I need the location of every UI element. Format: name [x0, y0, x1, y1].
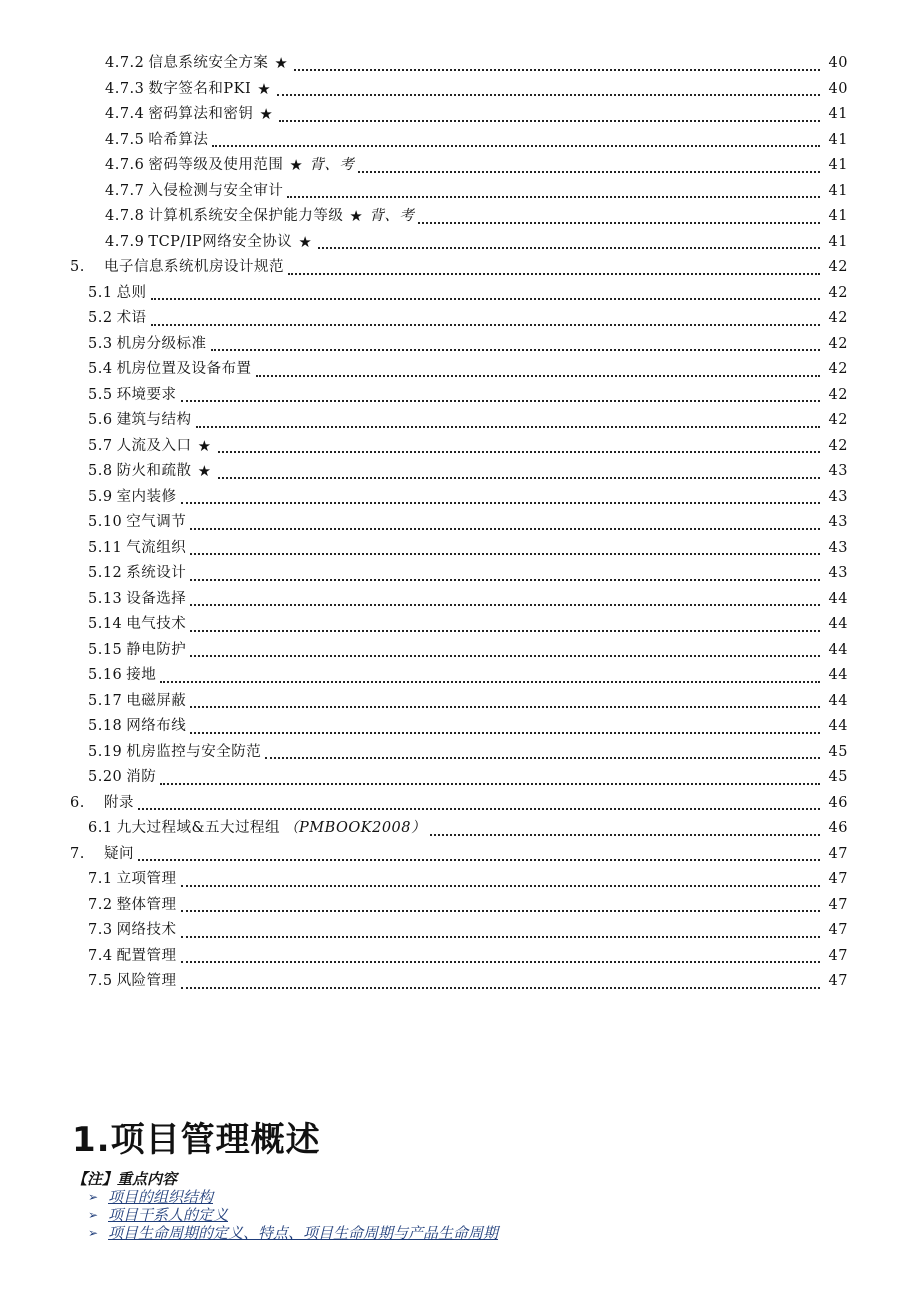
- toc-entry[interactable]: [0, 867, 920, 893]
- dot-leader: [181, 934, 820, 938]
- dot-leader: [190, 730, 820, 734]
- dot-leader: [181, 398, 820, 402]
- toc-entry-tag: 背、考: [365, 204, 414, 230]
- dot-leader: [288, 271, 820, 275]
- toc-entry-page: 42: [828, 310, 848, 326]
- toc-entry-title: 电气技术: [126, 612, 186, 638]
- dot-leader: [181, 985, 820, 989]
- dot-leader: [211, 347, 820, 351]
- dot-leader: [181, 959, 820, 963]
- toc-entry-title: 入侵检测与安全审计: [148, 179, 283, 205]
- dot-leader: [265, 755, 820, 759]
- bullet-link[interactable]: 项目干系人的定义: [108, 1206, 229, 1224]
- toc-entry-page: 47: [828, 871, 848, 887]
- toc-entry[interactable]: [0, 306, 920, 332]
- toc-entry[interactable]: [0, 408, 920, 434]
- arrow-bullet-icon: ➢: [88, 1190, 99, 1204]
- bullet-link[interactable]: 项目的组织结构: [108, 1188, 214, 1206]
- toc-entry-number: 5.14: [88, 612, 126, 638]
- toc-entry-number: 4.7.2: [105, 51, 148, 77]
- toc-entry-number: 7.1: [88, 867, 117, 893]
- dot-leader: [256, 373, 820, 377]
- toc-entry-page: 44: [828, 692, 848, 709]
- toc-entry-title: 网络布线: [126, 714, 186, 740]
- toc-entry[interactable]: [0, 612, 920, 638]
- dot-leader: [318, 245, 820, 249]
- dot-leader: [418, 220, 820, 224]
- toc-entry-number: 7.: [70, 842, 104, 868]
- toc-entry-number: 5.7: [88, 434, 117, 460]
- toc-entry-title: 建筑与结构: [117, 408, 192, 434]
- dot-leader: [190, 551, 820, 555]
- toc-entry-title: 人流及入口: [117, 434, 192, 460]
- dot-leader: [279, 118, 820, 122]
- dot-leader: [190, 704, 820, 708]
- toc-entry[interactable]: [0, 944, 920, 970]
- toc-entry-title: 术语: [117, 306, 147, 332]
- toc-entry[interactable]: [0, 383, 920, 409]
- key-content-list: [88, 1188, 498, 1242]
- dot-leader: [358, 169, 820, 173]
- dot-leader: [160, 679, 820, 683]
- toc-entry-title: 总则: [117, 281, 147, 307]
- toc-entry[interactable]: [0, 536, 920, 562]
- dot-leader: [181, 883, 820, 887]
- dot-leader: [190, 526, 820, 530]
- toc-entry-number: 5.8: [88, 459, 117, 485]
- toc-entry-page: 44: [828, 616, 848, 632]
- toc-entry-number: 5.13: [88, 587, 126, 613]
- toc-entry-page: 41: [828, 208, 848, 224]
- toc-entry-page: 47: [828, 845, 848, 862]
- toc-entry-title: 附录: [104, 791, 134, 817]
- toc-entry-page: 41: [828, 131, 848, 148]
- toc-entry-title: TCP/IP网络安全协议: [148, 230, 292, 256]
- dot-leader: [181, 500, 820, 504]
- toc-entry[interactable]: [0, 791, 920, 817]
- toc-entry-title: 空气调节: [126, 510, 186, 536]
- toc-entry[interactable]: [0, 842, 920, 868]
- star-icon: ★: [268, 51, 290, 77]
- toc-entry-title: 数字签名和PKI: [148, 77, 251, 103]
- list-item: [88, 1188, 498, 1206]
- toc-entry[interactable]: [0, 153, 920, 179]
- toc-entry-title: 网络技术: [117, 918, 177, 944]
- toc-entry-number: 4.7.3: [105, 77, 148, 103]
- dot-leader: [138, 857, 820, 861]
- toc-entry-page: 41: [828, 182, 848, 199]
- toc-entry-number: 7.2: [88, 893, 117, 919]
- dot-leader: [218, 475, 820, 479]
- toc-entry-number: 6.1: [88, 816, 117, 842]
- toc-entry-page: 45: [828, 769, 848, 785]
- dot-leader: [218, 449, 820, 453]
- toc-entry-tag: 背、考: [305, 153, 354, 179]
- toc-entry-title: 整体管理: [117, 893, 177, 919]
- toc-entry-number: 4.7.6: [105, 153, 148, 179]
- toc-entry[interactable]: [0, 255, 920, 281]
- toc-entry-title: 密码算法和密钥: [148, 102, 253, 128]
- toc-entry-title: 计算机系统安全保护能力等级: [148, 204, 343, 230]
- toc-entry[interactable]: [0, 204, 920, 230]
- toc-entry[interactable]: [0, 638, 920, 664]
- toc-entry-page: 46: [828, 794, 848, 811]
- toc-entry[interactable]: [0, 561, 920, 587]
- toc-entry[interactable]: [0, 434, 920, 460]
- toc-entry-number: 4.7.7: [105, 179, 148, 205]
- toc-entry[interactable]: [0, 689, 920, 715]
- toc-entry[interactable]: [0, 587, 920, 613]
- toc-entry[interactable]: [0, 230, 920, 256]
- bullet-link[interactable]: 项目生命周期的定义、特点、项目生命周期与产品生命周期: [108, 1224, 499, 1242]
- toc-entry-number: 5.6: [88, 408, 117, 434]
- star-icon: ★: [283, 153, 305, 179]
- toc-entry-page: 44: [828, 667, 848, 683]
- toc-entry[interactable]: [0, 77, 920, 103]
- toc-entry-title: 接地: [126, 663, 156, 689]
- toc-entry-title: 机房分级标准: [117, 332, 207, 358]
- toc-entry[interactable]: [0, 510, 920, 536]
- toc-entry[interactable]: [0, 663, 920, 689]
- toc-entry-number: 5.5: [88, 383, 117, 409]
- dot-leader: [190, 653, 820, 657]
- toc-entry-number: 5.2: [88, 306, 117, 332]
- toc-entry-number: 5.16: [88, 663, 126, 689]
- toc-entry-page: 42: [828, 361, 848, 377]
- toc-entry[interactable]: [0, 816, 920, 842]
- toc-entry-number: 5.4: [88, 357, 117, 383]
- toc-entry-page: 42: [828, 412, 848, 428]
- toc-entry[interactable]: [0, 765, 920, 791]
- toc-entry-page: 46: [828, 820, 848, 836]
- star-icon: ★: [253, 102, 275, 128]
- toc-entry-page: 41: [828, 106, 848, 122]
- toc-entry-page: 43: [828, 514, 848, 530]
- toc-entry-page: 47: [828, 896, 848, 913]
- arrow-bullet-icon: ➢: [88, 1208, 99, 1222]
- toc-entry-page: 42: [828, 335, 848, 352]
- dot-leader: [151, 296, 820, 300]
- toc-entry[interactable]: [0, 740, 920, 766]
- toc-entry-page: 41: [828, 233, 848, 250]
- toc-entry-title: 消防: [126, 765, 156, 791]
- toc-entry-number: 5.9: [88, 485, 117, 511]
- toc-entry-number: 5.11: [88, 536, 126, 562]
- dot-leader: [196, 424, 820, 428]
- toc-entry[interactable]: [0, 128, 920, 154]
- star-icon: ★: [343, 204, 365, 230]
- dot-leader: [151, 322, 820, 326]
- toc-entry-number: 5.17: [88, 689, 126, 715]
- toc-entry-page: 42: [828, 284, 848, 301]
- toc-entry-number: 4.7.4: [105, 102, 148, 128]
- toc-entry[interactable]: [0, 893, 920, 919]
- toc-entry[interactable]: [0, 485, 920, 511]
- toc-entry-number: 5.20: [88, 765, 126, 791]
- star-icon: ★: [192, 434, 214, 460]
- list-item: [88, 1224, 498, 1242]
- toc-entry-page: 43: [828, 488, 848, 505]
- toc-entry-page: 42: [828, 437, 848, 454]
- toc-entry-page: 47: [828, 947, 848, 964]
- toc-entry-title: 静电防护: [126, 638, 186, 664]
- toc-entry-title: 疑问: [104, 842, 134, 868]
- toc-entry-page: 42: [828, 259, 848, 275]
- toc-entry-number: 7.5: [88, 969, 117, 995]
- toc-entry-number: 5.15: [88, 638, 126, 664]
- dot-leader: [277, 92, 820, 96]
- toc-entry-title: 环境要求: [117, 383, 177, 409]
- toc-entry-page: 41: [828, 157, 848, 173]
- dot-leader: [212, 143, 820, 147]
- toc-entry-title: 电磁屏蔽: [126, 689, 186, 715]
- toc-entry-page: 43: [828, 565, 848, 581]
- toc-entry-number: 4.7.9: [105, 230, 148, 256]
- toc-entry-number: 5.1: [88, 281, 117, 307]
- toc-entry-title: 防火和疏散: [117, 459, 192, 485]
- dot-leader: [287, 194, 820, 198]
- toc-entry-number: 5.10: [88, 510, 126, 536]
- toc-entry-note: （PMBOOK2008）: [280, 816, 426, 842]
- toc-entry-number: 7.4: [88, 944, 117, 970]
- toc-entry-number: 5.3: [88, 332, 117, 358]
- toc-entry-number: 5.19: [88, 740, 126, 766]
- dot-leader: [190, 577, 820, 581]
- toc-entry-title: 机房监控与安全防范: [126, 740, 261, 766]
- dot-leader: [294, 67, 820, 71]
- toc-entry-number: 4.7.5: [105, 128, 148, 154]
- toc-entry-title: 机房位置及设备布置: [117, 357, 252, 383]
- star-icon: ★: [251, 77, 273, 103]
- toc-entry-title: 系统设计: [126, 561, 186, 587]
- toc-entry[interactable]: [0, 357, 920, 383]
- toc-entry-title: 室内装修: [117, 485, 177, 511]
- dot-leader: [430, 832, 820, 836]
- toc-entry-number: 4.7.8: [105, 204, 148, 230]
- toc-entry-page: 40: [828, 55, 848, 71]
- list-item: [88, 1206, 498, 1224]
- toc-entry-number: 5.12: [88, 561, 126, 587]
- toc-entry[interactable]: [0, 714, 920, 740]
- toc-entry-title: 风险管理: [117, 969, 177, 995]
- dot-leader: [181, 908, 820, 912]
- toc-entry-page: 42: [828, 386, 848, 403]
- toc-entry-title: 信息系统安全方案: [148, 51, 268, 77]
- toc-entry[interactable]: [0, 102, 920, 128]
- toc-entry-title: 电子信息系统机房设计规范: [104, 255, 284, 281]
- toc-entry-title: 气流组织: [126, 536, 186, 562]
- toc-entry-title: 立项管理: [117, 867, 177, 893]
- key-content-note: 【注】重点内容: [72, 1170, 178, 1188]
- toc-entry-number: 5.18: [88, 714, 126, 740]
- toc-entry-page: 45: [828, 743, 848, 760]
- arrow-bullet-icon: ➢: [88, 1226, 99, 1240]
- toc-entry-title: 哈希算法: [148, 128, 208, 154]
- toc-entry[interactable]: [0, 179, 920, 205]
- toc-entry-page: 43: [828, 463, 848, 479]
- toc-entry-number: 5.: [70, 255, 104, 281]
- toc-entry-number: 6.: [70, 791, 104, 817]
- toc-entry-page: 44: [828, 590, 848, 607]
- star-icon: ★: [192, 459, 214, 485]
- star-icon: ★: [292, 230, 314, 256]
- dot-leader: [160, 781, 820, 785]
- toc-entry-number: 7.3: [88, 918, 117, 944]
- toc-entry-page: 47: [828, 973, 848, 989]
- dot-leader: [190, 628, 820, 632]
- toc-entry[interactable]: [0, 969, 920, 995]
- toc-entry[interactable]: [0, 459, 920, 485]
- section-heading: 1.项目管理概述: [72, 1120, 321, 1160]
- toc-entry-page: 43: [828, 539, 848, 556]
- dot-leader: [138, 806, 820, 810]
- toc-entry-title: 设备选择: [126, 587, 186, 613]
- toc-entry[interactable]: [0, 281, 920, 307]
- toc-entry-title: 密码等级及使用范围: [148, 153, 283, 179]
- toc-entry-page: 47: [828, 922, 848, 938]
- toc-entry-page: 40: [828, 80, 848, 97]
- dot-leader: [190, 602, 820, 606]
- toc-entry-title: 九大过程域&五大过程组: [117, 816, 280, 842]
- toc-entry-page: 44: [828, 718, 848, 734]
- table-of-contents: [0, 51, 920, 995]
- toc-entry[interactable]: [0, 332, 920, 358]
- toc-entry-page: 44: [828, 641, 848, 658]
- toc-entry[interactable]: [0, 918, 920, 944]
- toc-entry[interactable]: [0, 51, 920, 77]
- toc-entry-title: 配置管理: [117, 944, 177, 970]
